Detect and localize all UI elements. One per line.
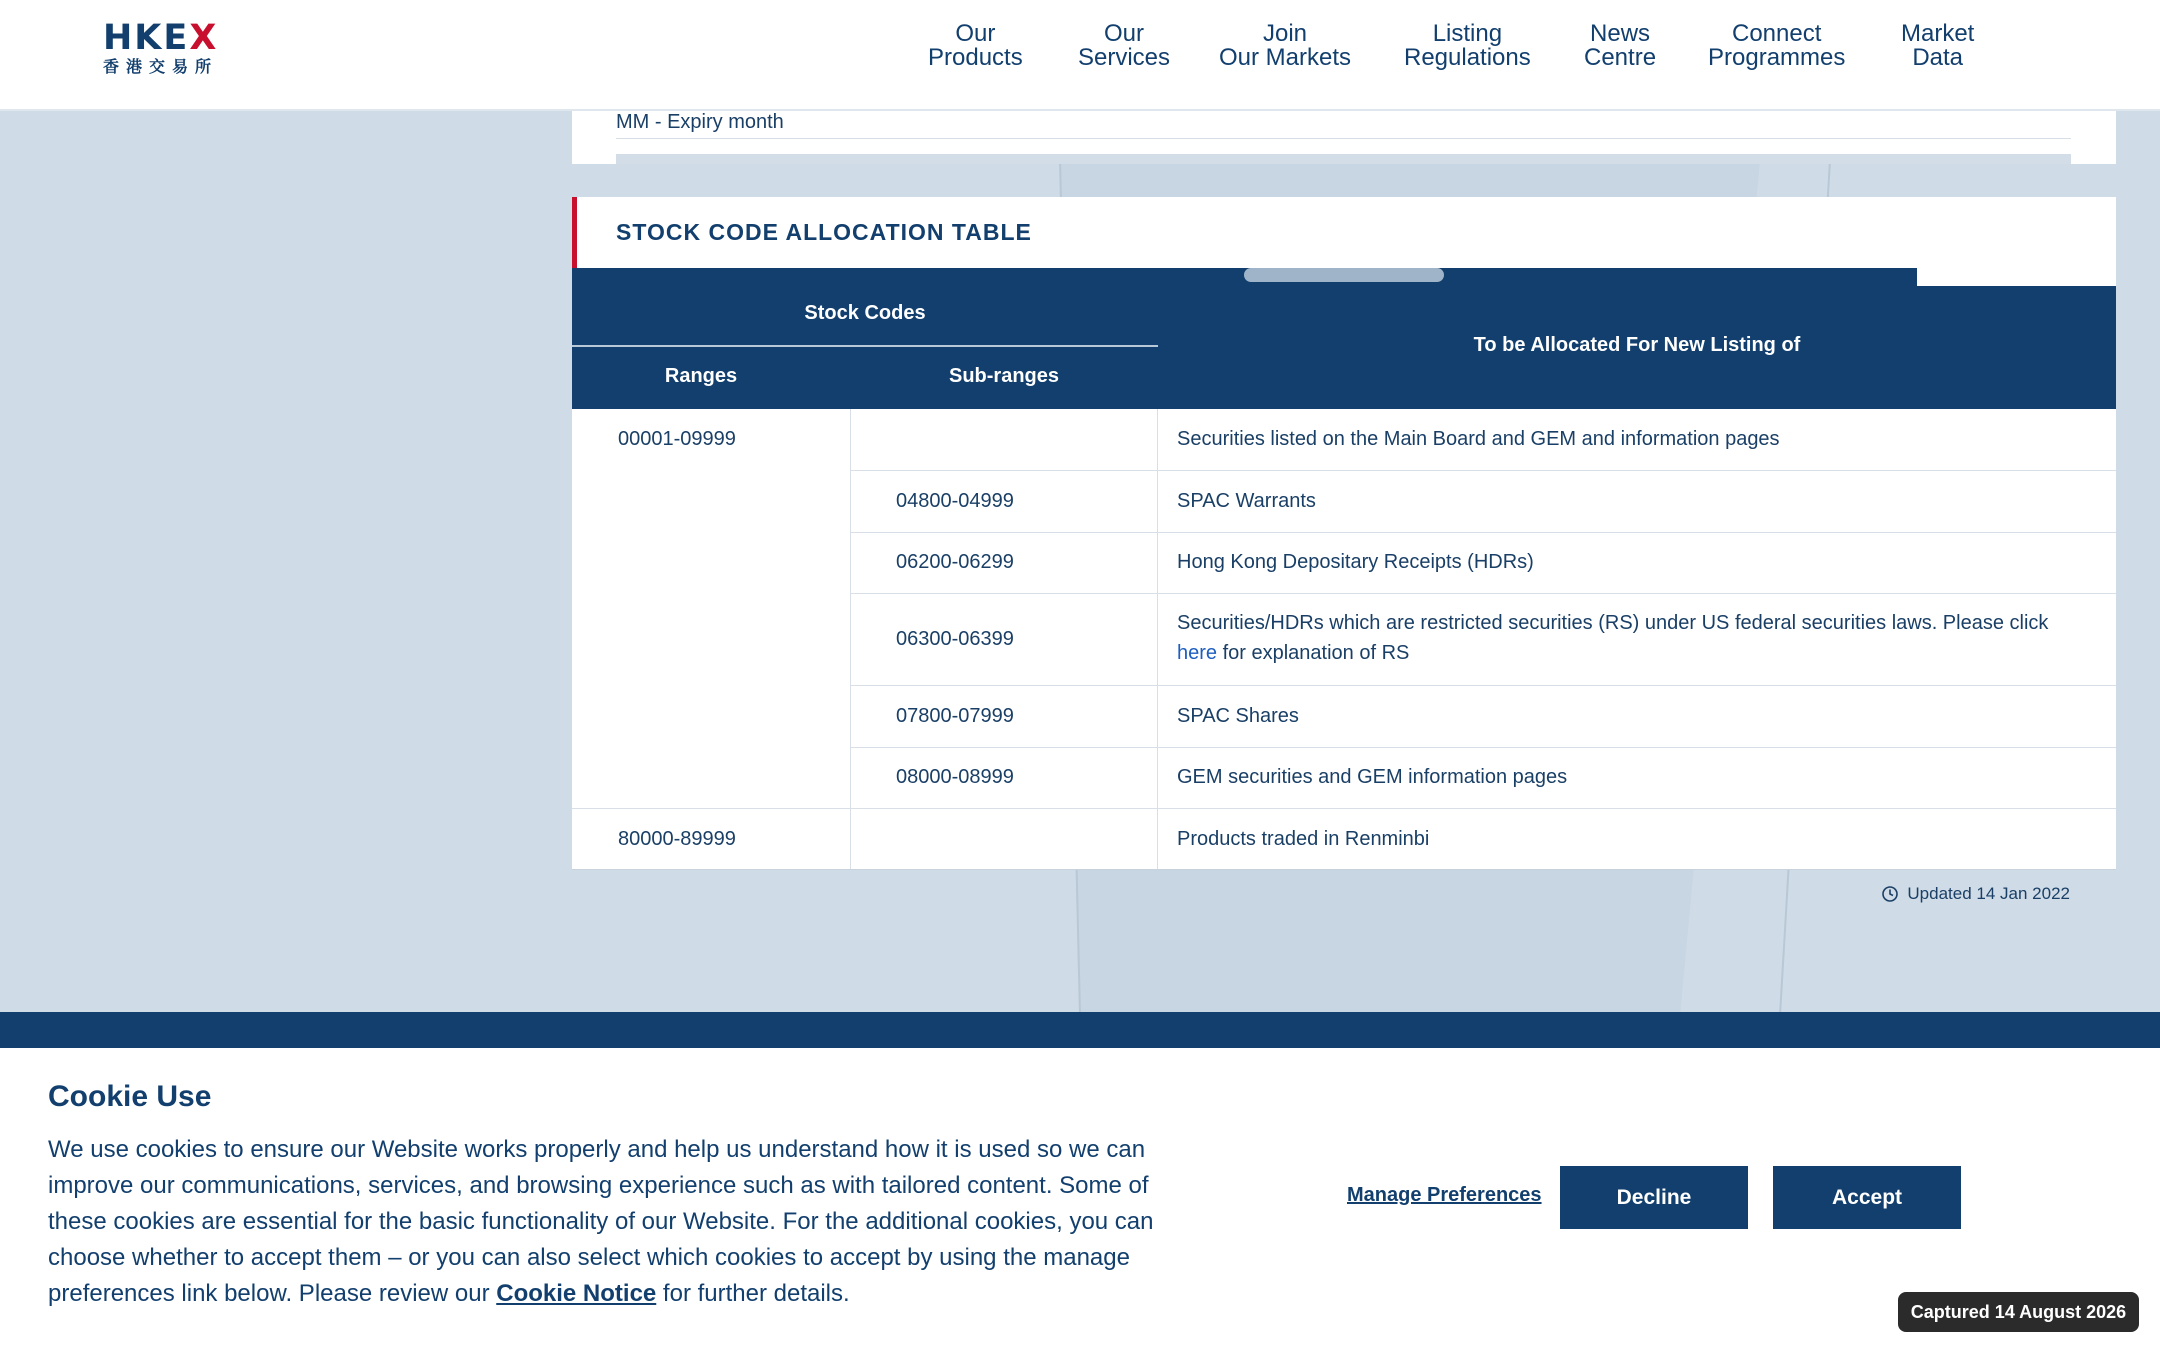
manage-preferences-link[interactable]: Manage Preferences [1347, 1184, 1542, 1206]
cookie-notice-link[interactable]: Cookie Notice [496, 1280, 657, 1307]
logo-cjk: 香港交易所 [103, 59, 219, 76]
table-scroll-thumb[interactable] [1244, 268, 1444, 282]
table-cell-sub-range: 07800-07999 [896, 705, 1014, 727]
cookie-banner [0, 1048, 2160, 1350]
table-cell-desc: SPAC Shares [1177, 705, 1299, 727]
decline-button[interactable]: Decline [1560, 1166, 1748, 1229]
title-accent-bar [572, 197, 577, 269]
table-cell-desc: GEM securities and GEM information pages [1177, 766, 1568, 788]
captured-badge: Captured 14 August 2026 [1898, 1292, 2139, 1332]
expiry-month-text: MM - Expiry month [616, 111, 784, 133]
table-cell-sub-range: 06300-06399 [896, 628, 1014, 650]
table-header [572, 268, 2116, 409]
header-allocated-for: To be Allocated For New Listing of [1473, 334, 1801, 356]
site-header [0, 0, 2160, 111]
header-ranges: Ranges [664, 365, 738, 387]
nav-our-products[interactable]: Our Products [928, 20, 1023, 71]
table-cell-sub-range: 06200-06299 [896, 551, 1014, 573]
table-cell-desc: Products traded in Renminbi [1177, 828, 1430, 850]
header-sub-ranges: Sub-ranges [948, 365, 1060, 387]
updated-date: Updated 14 Jan 2022 [1881, 884, 2070, 904]
table-cell-desc: Hong Kong Depositary Receipts (HDRs) [1177, 551, 1534, 573]
header-divider [572, 345, 1158, 347]
table-cell-range: 80000-89999 [618, 828, 736, 850]
nav-listing-regulations[interactable]: Listing Regulations [1404, 20, 1531, 71]
table-cell-desc: Securities/HDRs which are restricted securities (RS) under US federal securities laws. Please click here for explanation of RS [1177, 612, 2049, 664]
header-stock-codes: Stock Codes [804, 302, 926, 324]
table-cell-sub-range: 08000-08999 [896, 766, 1014, 788]
logo-latin: HKEX [103, 18, 219, 58]
nav-connect-programmes[interactable]: Connect Programmes [1708, 20, 1846, 71]
section-title: STOCK CODE ALLOCATION TABLE [616, 219, 1032, 245]
table-cell-desc: SPAC Warrants [1177, 490, 1316, 512]
top-content-card [572, 111, 2116, 164]
table-cell-sub-range: 04800-04999 [896, 490, 1014, 512]
hkex-logo[interactable] [103, 20, 223, 78]
nav-news-centre[interactable]: News Centre [1584, 20, 1657, 71]
divider [616, 138, 2071, 139]
horizontal-scroll-track[interactable] [616, 154, 2071, 164]
cookie-title: Cookie Use [48, 1080, 212, 1113]
nav-our-services[interactable]: Our Services [1078, 20, 1171, 71]
footer-band [0, 1012, 2160, 1052]
accept-button[interactable]: Accept [1773, 1166, 1961, 1229]
table-cell-range: 00001-09999 [618, 428, 736, 450]
clock-icon [1881, 885, 1899, 903]
nav-join-our-markets[interactable]: Join Our Markets [1219, 20, 1352, 71]
rs-explanation-link[interactable]: here [1177, 642, 1218, 664]
table-cell-desc: Securities listed on the Main Board and GEM and information pages [1177, 428, 1780, 450]
table-body [572, 409, 2116, 870]
allocation-section-header [572, 197, 2116, 269]
cookie-body: We use cookies to ensure our Website works properly and help us understand how it is used so we can improve our communications, services, and browsing experience such as with tailored content. Some of these cookies are essential for the basic functionality of our Website. For the additional cookies, you can choose whether to accept them – or you can also select which cookies to accept by using the manage preferences link below. Please review our Cookie Notice for further details. [48, 1136, 1154, 1307]
nav-market-data[interactable]: Market Data [1901, 20, 1975, 71]
